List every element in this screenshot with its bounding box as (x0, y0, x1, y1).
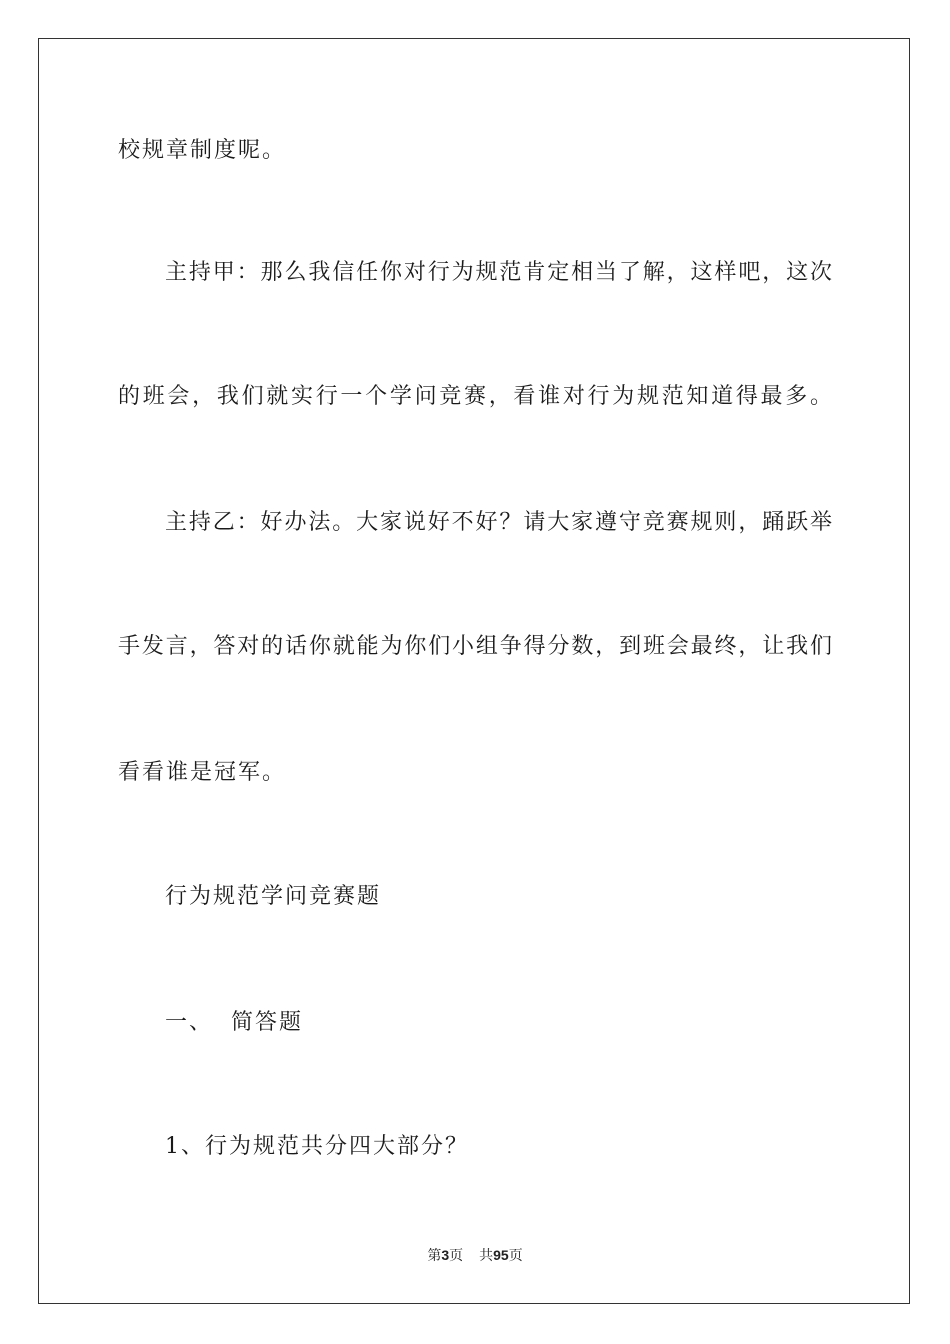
text-line-1: 校规章制度呢。 (118, 138, 287, 163)
page-footer (0, 1245, 950, 1266)
footer-total-suffix: 页 (508, 1248, 523, 1264)
footer-page-suffix: 页 (449, 1248, 464, 1264)
text-line-3: 的班会，我们就实行一个学问竞赛，看谁对行为规范知道得最多。 (118, 384, 832, 409)
subsection-heading: 一、 简答题 (165, 1010, 303, 1035)
page-border (38, 38, 910, 1304)
footer-total-prefix: 共 (479, 1248, 494, 1264)
text-line-2: 主持甲：那么我信任你对行为规范肯定相当了解，这样吧，这次 (165, 260, 832, 285)
question-1: 1、行为规范共分四大部分？ (165, 1134, 469, 1159)
footer-page-number: 3 (441, 1247, 450, 1263)
footer-page-prefix: 第 (427, 1248, 442, 1264)
text-line-4: 主持乙：好办法。大家说好不好？请大家遵守竞赛规则，踊跃举 (165, 510, 832, 535)
text-line-6: 看看谁是冠军。 (118, 760, 287, 785)
section-title: 行为规范学问竞赛题 (165, 884, 382, 909)
text-line-5: 手发言，答对的话你就能为你们小组争得分数，到班会最终，让我们 (118, 634, 832, 659)
footer-total-pages: 95 (493, 1247, 509, 1263)
